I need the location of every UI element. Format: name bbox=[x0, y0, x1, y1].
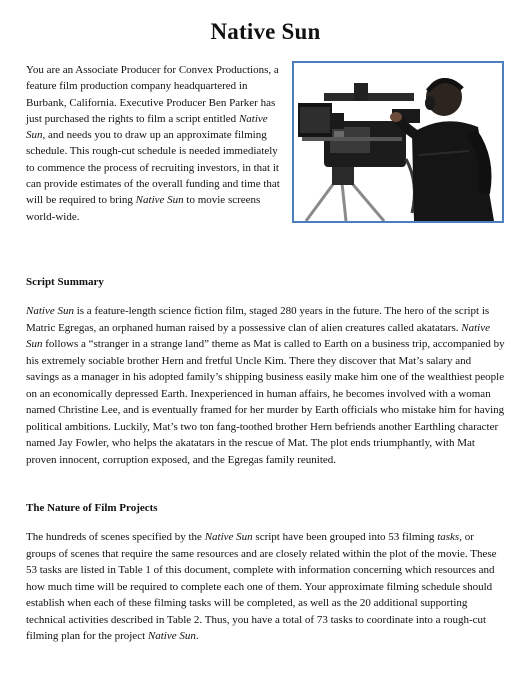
nature-paragraph bbox=[26, 529, 505, 645]
section-heading-script-summary: Script Summary bbox=[26, 276, 104, 288]
camera-operator-illustration bbox=[294, 63, 502, 221]
nature-text-4: . bbox=[195, 630, 199, 642]
intro-text-2: , and needs you to draw up an approximate filming schedule. This rough-cut schedule is needed immediately to commence the process of recruiting investors, in that it can provide estimates of the overall funding and time that will be required to bring bbox=[26, 129, 280, 207]
nature-text-3: , or groups of scenes that require the same resources and are closely related within the plot of the movie. These 53 tasks are listed in Table 1 of this document, complete with information concerning which resources and how much time will be required to complete each one of them. Your approximate filming schedule should establish when each of these filming tasks will be completed, as well as the 20 additional supporting technical activities described in Table 2. Thus, you have a total of 73 tasks to coordinate into a rough-cut filming plan for the project bbox=[26, 531, 497, 642]
nature-tasks-term: tasks bbox=[437, 531, 460, 543]
summary-text-2: follows a “stranger in a strange land” theme as Mat is called to Earth on a business trip, accompanied by his extremely sociable brother Hern and fretful Uncle Kim. There they discover that Mat’s salary and savings as a manager in his adopted family’s shipping business easily make him one of the wealthiest people on an economically depressed Earth. Inexperienced in human affairs, he becomes involved with a woman named Christine Lee, and is eventually framed for her murder by Earth officials who mistake him for having political ambitions. Luckily, Mat’s two ton fang-toothed brother Hern befriends another Earthling character named Jay Fowler, who helps the akatatars in the rescue of Mat. The plot ends triumphantly, with Mat proven innocent, corruption exposed, and the Egregas family reunited. bbox=[26, 338, 505, 466]
nature-film-title-2: Native Sun bbox=[147, 630, 196, 642]
summary-text-1: is a feature-length science fiction film, staged 280 years in the future. The hero of the script is Matric Egregas, an orphaned human raised by a possessive clan of alien creatures called akatatars. bbox=[26, 305, 490, 334]
intro-text-3: to movie screens world-wide. bbox=[26, 194, 261, 223]
intro-section bbox=[26, 62, 505, 242]
film-camera-photo bbox=[292, 61, 504, 223]
intro-film-title-1: Native Sun bbox=[26, 112, 268, 142]
summary-film-title-2: Native Sun bbox=[26, 321, 490, 350]
nature-text-2: script have been grouped into 53 filming bbox=[252, 531, 438, 543]
summary-film-title-1: Native Sun bbox=[26, 305, 74, 317]
nature-film-title-1: Native Sun bbox=[204, 531, 253, 543]
intro-paragraph bbox=[26, 62, 281, 225]
page-title: Native Sun bbox=[210, 19, 321, 44]
script-summary-paragraph bbox=[26, 303, 505, 468]
nature-text-1: The hundreds of scenes specified by the bbox=[26, 531, 205, 543]
intro-film-title-2: Native Sun bbox=[135, 194, 184, 207]
section-heading-nature-of-film-projects: The Nature of Film Projects bbox=[26, 502, 158, 514]
intro-text-1: You are an Associate Producer for Convex Productions, a feature film production company headquartered in Burbank, California. Executive Producer Ben Parker has just purchased the rights to film a script entitled bbox=[26, 64, 279, 125]
